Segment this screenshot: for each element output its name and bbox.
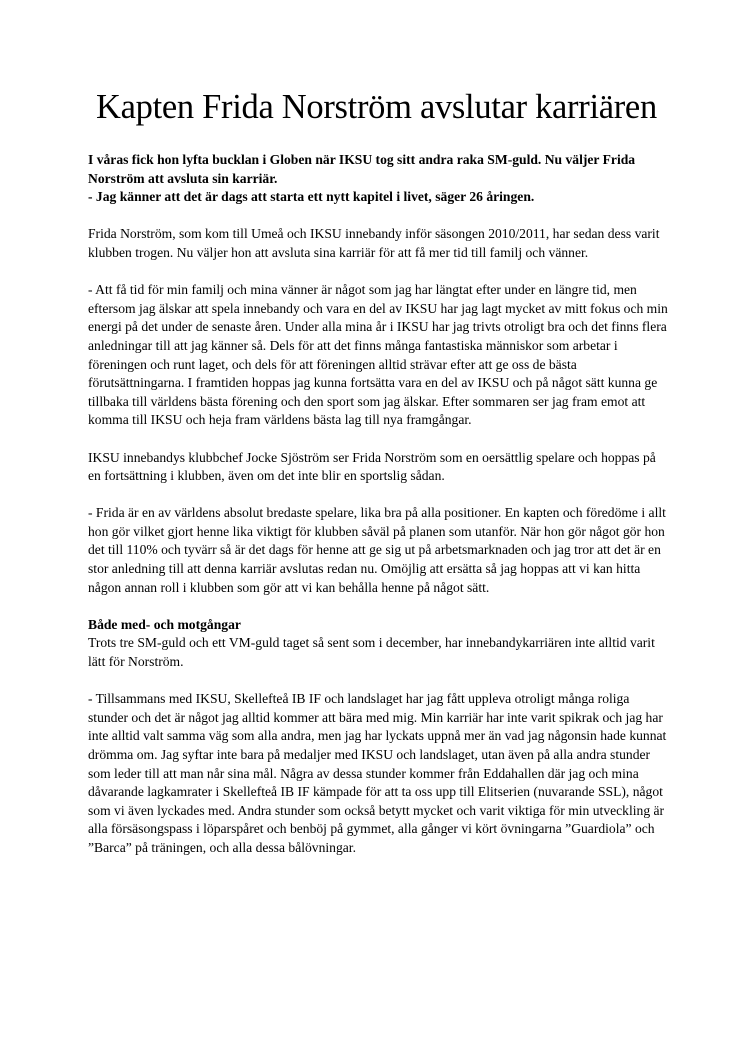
section-heading: Både med- och motgångar (88, 616, 241, 632)
body-paragraph: IKSU innebandys klubbchef Jocke Sjöström ser Frida Norström som en oersättlig spelare och hoppas på en fortsättning i klubben, även om det inte blir en sportslig sådan. (88, 449, 656, 484)
article-title: Kapten Frida Norström avslutar karriären (96, 88, 657, 126)
body-paragraph: Trots tre SM-guld och ett VM-guld taget så sent som i december, har innebandykarriären inte alltid varit lätt för Norström. (88, 635, 655, 670)
article-body (88, 151, 668, 858)
body-paragraph: - Att få tid för min familj och mina vänner är något som jag har längtat efter under en längre tid, men eftersom jag älskar att spela innebandy och vara en del av IKSU har jag lagt mycket av mitt fokus och min energi på det under de senaste åren. Under alla mina år i IKSU har jag trivts otroligt bra och det finns flera anledningar till att jag känner så. Dels för att det finns många fantastiska människor som arbetar i föreningen och runt laget, och dels för att föreningen alltid strävar efter att ge oss de bästa förutsättningarna. I framtiden hoppas jag kunna fortsätta vara en del av IKSU och på något sätt kunna ge tillbaka till världens bästa förening och den sport som jag älskar. Efter sommaren ser jag fram emot att komma till IKSU och heja fram världens bästa lag till nya framgångar. (88, 282, 668, 428)
lead-quote: - Jag känner att det är dags att starta ett nytt kapitel i livet, säger 26 åringen. (88, 189, 535, 205)
body-paragraph: - Tillsammans med IKSU, Skellefteå IB IF och landslaget har jag fått uppleva otroligt många roliga stunder och det är något jag alltid kommer att bära med mig. Min karriär har inte varit spikrak och jag har inte alltid valt samma väg som alla andra, men jag har lyckats uppnå mer än vad jag någonsin hade kunnat drömma om. Jag syftar inte bara på medaljer med IKSU och landslaget, utan även på alla andra stunder som leder till att man når sina mål. Några av dessa stunder kommer från Eddahallen där jag och mina dåvarande lagkamrater i Skellefteå IB IF kämpade för att ta oss upp till Elitserien (nuvarande SSL), något som vi även lyckades med. Andra stunder som också betytt mycket och varit viktiga för min utveckling är alla försäsongspass i löparspåret och benböj på gymmet, alla gånger vi kört övningarna ”Guardiola” och ”Barca” på träningen, och alla dessa bålövningar. (88, 691, 667, 855)
body-paragraph: - Frida är en av världens absolut bredaste spelare, lika bra på alla positioner. En kapten och föredöme i allt hon gör vilket gjort henne lika viktigt för klubben såväl på planen som utanför. När hon gör något gör hon det till 110% och tyvärr så är det dags för henne att ge sig ut på arbetsmarknaden och jag tror att det är en stor anledning till att denna karriär avslutas redan nu. Omöjlig att ersätta så jag hoppas att vi kan hitta någon annan roll i klubben som gör att vi kan behålla henne på något sätt. (88, 505, 666, 595)
body-paragraph: Frida Norström, som kom till Umeå och IKSU innebandy inför säsongen 2010/2011, har sedan dess varit klubben trogen. Nu väljer hon att avsluta sina karriär för att få mer tid till familj och vänner. (88, 226, 660, 260)
lead-paragraph: I våras fick hon lyfta bucklan i Globen när IKSU tog sitt andra raka SM-guld. Nu väljer Frida Norström att avsluta sin karriär. (88, 152, 636, 186)
